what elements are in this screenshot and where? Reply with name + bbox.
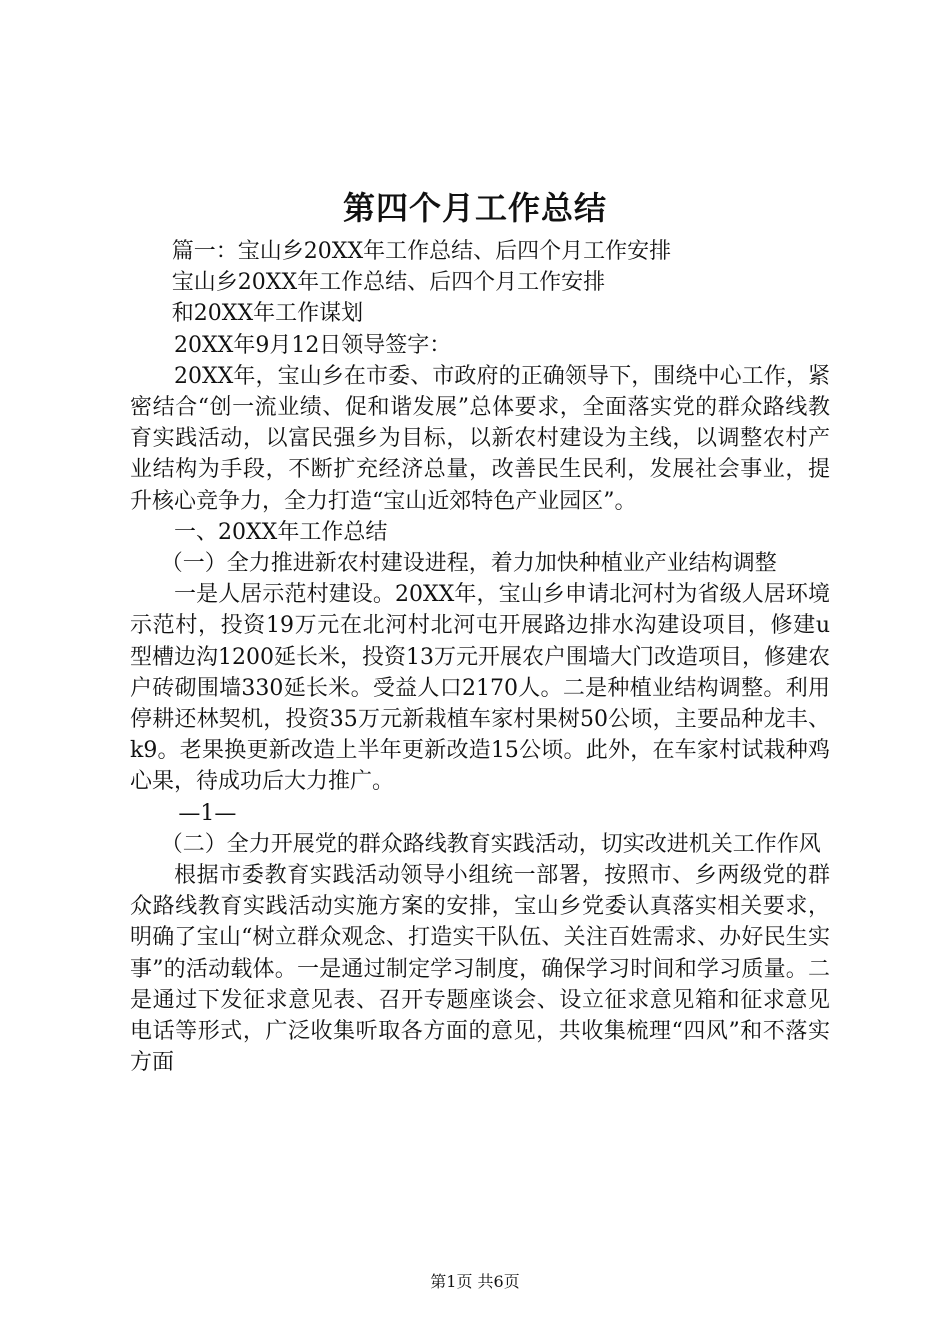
document-subtitle: 宝山乡20XX年工作总结、后四个月工作安排 (171, 270, 606, 296)
body-paragraph-2: 根据市委教育实践活动领导小组统一部署，按照市、乡两级党的群众路线教育实践活动实施方案的安排，宝山乡党委认真落实相关要求，明确了宝山“树立群众观念、打造实干队伍、关注百姓需求、办好民生实事”的活动载体。一是通过制定学习制度，确保学习时间和学习质量。二是通过下发征求意见表、召开专题座谈会、设立征求意见箱和征求意见电话等形式，广泛收集听取各方面的意见，共收集梳理“四风”和不落实方面 (130, 863, 830, 1076)
document-subtitle-continued: 和20XX年工作谋划 (171, 301, 364, 327)
document-body (130, 236, 830, 1078)
date-signature-line: 20XX年9月12日领导签字： (174, 332, 452, 358)
section-heading: 一、20XX年工作总结 (174, 519, 388, 545)
page-footer: 第1页 共6页 (430, 1272, 520, 1291)
inline-page-marker: —1— (178, 800, 237, 826)
subsection-heading-1: （一）全力推进新农村建设进程，着力加快种植业产业结构调整 (160, 551, 777, 577)
document-title: 第四个月工作总结 (342, 189, 607, 227)
intro-paragraph: 20XX年，宝山乡在市委、市政府的正确领导下，围绕中心工作，紧密结合“创一流业绩、促和谐发展”总体要求，全面落实党的群众路线教育实践活动，以富民强乡为目标，以新农村建设为主线，以调整农村产业结构为手段，不断扩充经济总量，改善民生民利，发展社会事业，提升核心竞争力，全力打造“宝山近郊特色产业园区”。 (130, 363, 830, 514)
subsection-heading-2: （二）全力开展党的群众路线教育实践活动，切实改进机关工作作风 (160, 831, 821, 857)
chapter-heading: 篇一：宝山乡20XX年工作总结、后四个月工作安排 (171, 239, 672, 264)
body-paragraph-1: 一是人居示范村建设。20XX年，宝山乡申请北河村为省级人居环境示范村，投资19万元在北河村北河屯开展路边排水沟建设项目，修建u型槽边沟1200延长米，投资13万元开展农户围墙大门改造项目，修建农户砖砌围墙330延长米。受益人口2170人。二是种植业结构调整。利用停耕还林契机，投资35万元新栽植车家村果树50公顷，主要品种龙丰、k9。老果换更新改造上半年更新改造15公顷。此外，在车家村试栽种鸡心果，待成功后大力推广。 (130, 582, 830, 795)
